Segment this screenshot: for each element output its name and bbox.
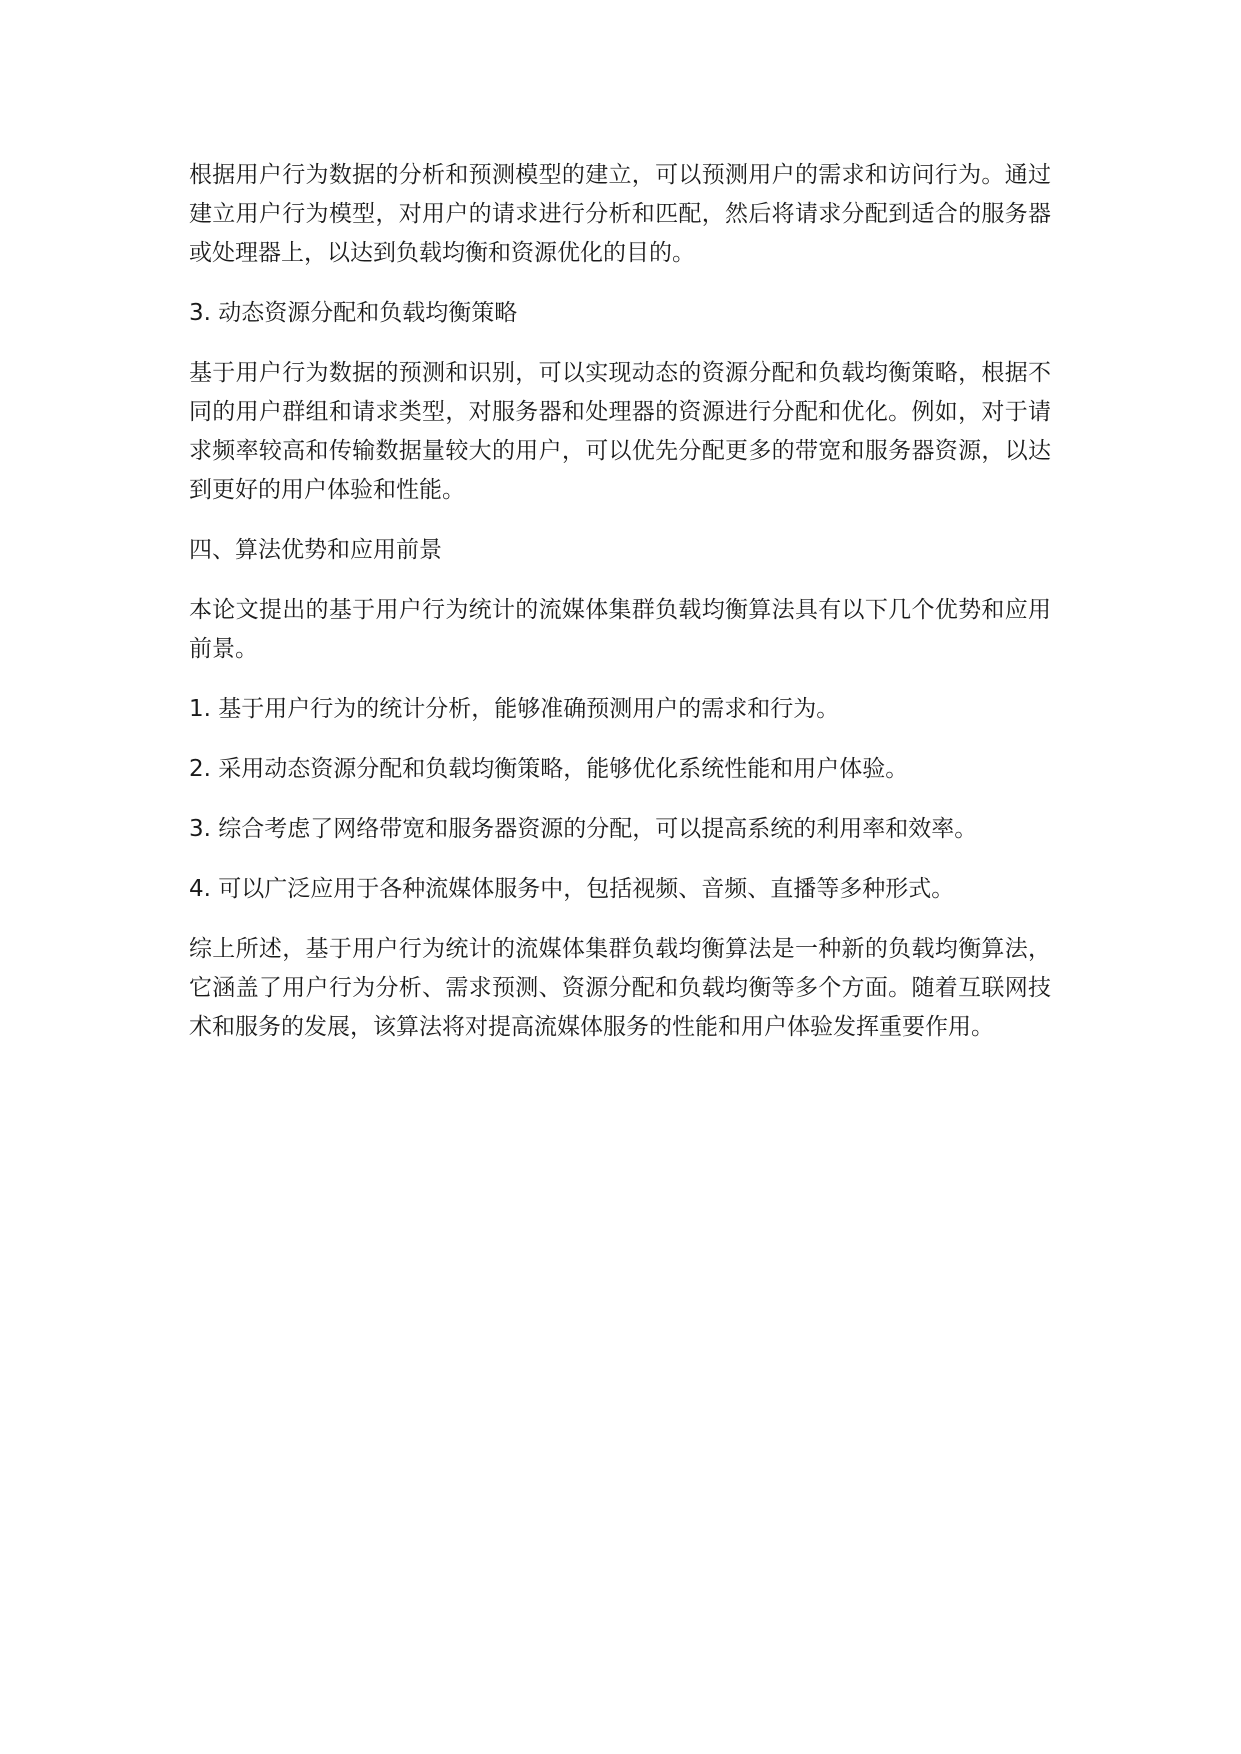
paragraph-load-matching: 根据用户行为数据的分析和预测模型的建立，可以预测用户的需求和访问行为。通过建立用户行为模型，对用户的请求进行分析和匹配，然后将请求分配到适合的服务器或处理器上，以达到负载均衡和资源优化的目的。 xyxy=(189,162,1051,266)
list-item-advantage-2: 2. 采用动态资源分配和负载均衡策略，能够优化系统性能和用户体验。 xyxy=(189,756,909,782)
paragraph-conclusion: 综上所述，基于用户行为统计的流媒体集群负载均衡算法是一种新的负载均衡算法，它涵盖了用户行为分析、需求预测、资源分配和负载均衡等多个方面。随着互联网技术和服务的发展，该算法将对提高流媒体服务的性能和用户体验发挥重要作用。 xyxy=(189,936,1051,1040)
section-heading-advantages: 四、算法优势和应用前景 xyxy=(189,537,442,563)
list-item-advantage-4: 4. 可以广泛应用于各种流媒体服务中，包括视频、音频、直播等多种形式。 xyxy=(189,876,955,902)
list-item-advantage-3: 3. 综合考虑了网络带宽和服务器资源的分配，可以提高系统的利用率和效率。 xyxy=(189,816,978,842)
list-item-advantage-1: 1. 基于用户行为的统计分析，能够准确预测用户的需求和行为。 xyxy=(189,696,840,722)
document-body xyxy=(189,156,1051,1068)
paragraph-advantages-intro: 本论文提出的基于用户行为统计的流媒体集群负载均衡算法具有以下几个优势和应用前景。 xyxy=(189,597,1051,662)
section-heading-dynamic-allocation: 3. 动态资源分配和负载均衡策略 xyxy=(189,300,518,326)
paragraph-dynamic-allocation: 基于用户行为数据的预测和识别，可以实现动态的资源分配和负载均衡策略，根据不同的用户群组和请求类型，对服务器和处理器的资源进行分配和优化。例如，对于请求频率较高和传输数据量较大的用户，可以优先分配更多的带宽和服务器资源，以达到更好的用户体验和性能。 xyxy=(189,360,1051,503)
